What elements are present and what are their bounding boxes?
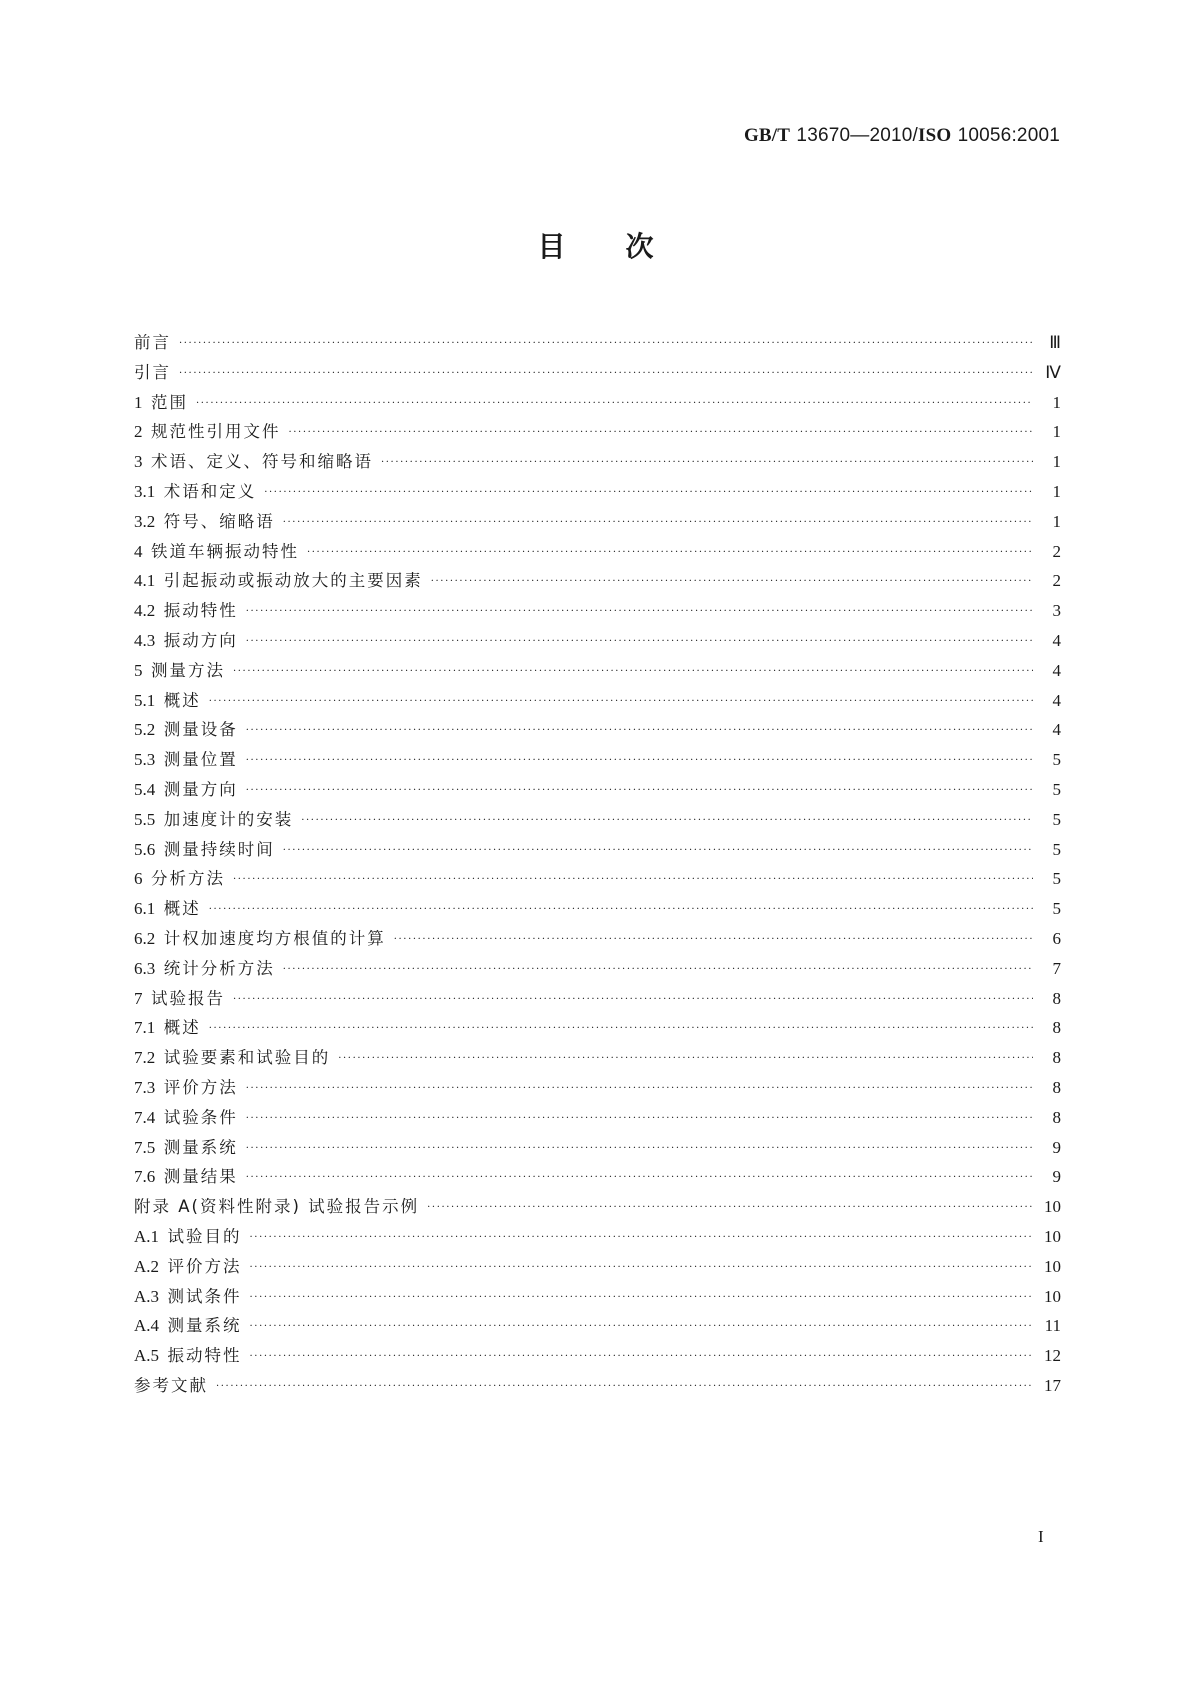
toc-entry[interactable] <box>134 1222 1061 1252</box>
toc-entry-page: 4 <box>1052 630 1061 650</box>
toc-entry-label: 概述 <box>163 1018 201 1038</box>
dot-leader <box>283 836 1033 866</box>
toc-entry-label: 测量设备 <box>163 720 238 740</box>
toc-entry-label: 符号、缩略语 <box>163 511 275 531</box>
dot-leader <box>246 1074 1033 1104</box>
toc-entry-number: 5.5 <box>134 809 164 829</box>
dot-leader <box>301 806 1033 836</box>
toc-entry-page: 8 <box>1052 1048 1061 1068</box>
toc-entry-label: 概述 <box>163 690 201 710</box>
toc-entry-number: 6.2 <box>134 928 164 948</box>
toc-entry[interactable] <box>134 388 1061 418</box>
toc-entry-number: 5.2 <box>134 720 164 740</box>
toc-entry-number: 1 <box>134 392 151 412</box>
toc-entry-label: 测量系统 <box>167 1316 242 1336</box>
toc-entry[interactable] <box>134 358 1061 388</box>
toc-entry[interactable] <box>134 1282 1061 1312</box>
toc-entry-number: A.3 <box>134 1286 168 1306</box>
toc-entry[interactable] <box>134 1043 1061 1073</box>
standard-prefix: GB/T <box>743 125 791 146</box>
dot-leader <box>250 1283 1033 1313</box>
toc-entry-label: 测量方法 <box>151 660 225 680</box>
dot-leader <box>216 1372 1033 1402</box>
toc-entry-label: 评价方法 <box>163 1077 238 1097</box>
toc-entry-label: 引言 <box>134 362 171 382</box>
toc-entry-page: 11 <box>1044 1316 1061 1336</box>
toc-entry-page: 8 <box>1052 1018 1061 1038</box>
page-title <box>0 225 1191 265</box>
toc-entry[interactable] <box>134 1311 1061 1341</box>
toc-entry[interactable] <box>134 1013 1061 1043</box>
toc-entry-label: 铁道车辆振动特性 <box>151 541 299 561</box>
toc-entry-page: 17 <box>1044 1375 1061 1395</box>
toc-entry[interactable] <box>134 835 1061 865</box>
toc-entry-label: 分析方法 <box>151 869 225 889</box>
toc-entry-number: 2 <box>134 422 151 442</box>
toc-entry-page: 8 <box>1052 988 1061 1008</box>
toc-entry-number: 3.2 <box>134 511 164 531</box>
page-number: I <box>1038 1527 1044 1546</box>
toc-entry-label: 测量系统 <box>163 1137 238 1157</box>
toc-entry-label: 前言 <box>134 333 171 352</box>
toc-entry-page: 5 <box>1052 869 1061 889</box>
toc-entry-number: 7.1 <box>134 1018 164 1038</box>
toc-entry-label: 引起振动或振动放大的主要因素 <box>163 571 423 591</box>
dot-leader <box>209 895 1033 925</box>
standard-designation-header <box>744 124 1060 147</box>
toc-entry-number: 5.3 <box>134 750 164 770</box>
dot-leader <box>233 657 1033 687</box>
toc-entry[interactable] <box>134 1341 1061 1371</box>
toc-entry-label: 测量位置 <box>163 750 238 770</box>
toc-entry-page: 1 <box>1052 422 1061 442</box>
toc-entry-page: 6 <box>1052 928 1061 948</box>
toc-entry-label: 振动方向 <box>163 630 238 650</box>
toc-entry-number: 3.1 <box>134 481 164 501</box>
toc-entry[interactable] <box>134 566 1061 596</box>
dot-leader <box>233 985 1033 1015</box>
toc-entry-number: 5.4 <box>134 779 164 799</box>
dot-leader <box>307 538 1033 568</box>
toc-entry-number: 6 <box>134 869 151 889</box>
toc-entry[interactable] <box>134 656 1061 686</box>
standard-number: 13670—2010/ <box>796 125 919 146</box>
toc-entry-label: 附录 A(资料性附录) 试验报告示例 <box>134 1197 420 1217</box>
toc-entry-number: 4 <box>134 541 151 561</box>
toc-entry-number: A.4 <box>134 1316 168 1336</box>
toc-entry-page: 1 <box>1052 511 1061 531</box>
toc-entry-page: 9 <box>1052 1167 1061 1187</box>
toc-entry-label: 概述 <box>163 899 201 919</box>
iso-prefix: ISO <box>918 125 952 146</box>
toc-entry-page: 5 <box>1052 839 1061 859</box>
dot-leader <box>338 1044 1033 1074</box>
toc-entry[interactable] <box>134 775 1061 805</box>
toc-entry[interactable] <box>134 924 1061 954</box>
toc-entry-number: 3 <box>134 452 151 472</box>
toc-entry-page: 5 <box>1052 809 1061 829</box>
toc-entry-page: 10 <box>1044 1286 1061 1306</box>
dot-leader <box>233 865 1033 895</box>
toc-entry-label: 测试条件 <box>167 1286 242 1306</box>
toc-entry[interactable] <box>134 954 1061 984</box>
dot-leader <box>209 1014 1033 1044</box>
toc-entry[interactable] <box>134 537 1061 567</box>
toc-entry-page: 1 <box>1052 452 1061 472</box>
toc-entry[interactable] <box>134 596 1061 626</box>
dot-leader <box>246 776 1033 806</box>
toc-entry[interactable] <box>134 328 1061 358</box>
toc-entry-number: 6.1 <box>134 899 164 919</box>
toc-entry[interactable] <box>134 894 1061 924</box>
toc-entry-label: 评价方法 <box>167 1256 242 1276</box>
toc-entry-number: 5.6 <box>134 839 164 859</box>
toc-entry-page: 5 <box>1052 750 1061 770</box>
toc-entry-page: 8 <box>1052 1107 1061 1127</box>
toc-entry-label: 统计分析方法 <box>163 958 275 978</box>
toc-entry-page: 10 <box>1044 1226 1061 1246</box>
toc-entry-label: 范围 <box>151 392 188 412</box>
dot-leader <box>179 329 1033 359</box>
toc-entry-number: 5 <box>134 660 151 680</box>
toc-entry-number: A.2 <box>134 1256 168 1276</box>
dot-leader <box>381 448 1033 478</box>
toc-entry-page: 12 <box>1044 1346 1061 1366</box>
toc-entry-page: 2 <box>1052 541 1061 561</box>
toc-entry-number: 7.3 <box>134 1077 164 1097</box>
toc-entry-label: 规范性引用文件 <box>151 422 281 442</box>
dot-leader <box>289 418 1034 448</box>
toc-entry-page: 3 <box>1052 601 1061 621</box>
dot-leader <box>283 955 1033 985</box>
toc-entry-number: 4.3 <box>134 630 164 650</box>
toc-entry-label: 试验目的 <box>167 1226 242 1246</box>
toc-entry[interactable] <box>134 477 1061 507</box>
toc-entry-label: 测量持续时间 <box>163 839 275 859</box>
toc-entry-label: 测量结果 <box>163 1167 238 1187</box>
dot-leader <box>246 1163 1033 1193</box>
toc-entry[interactable] <box>134 1133 1061 1163</box>
dot-leader <box>394 925 1033 955</box>
toc-entry-number: 7.6 <box>134 1167 164 1187</box>
toc-entry-label: 试验报告 <box>151 988 225 1008</box>
dot-leader <box>179 359 1033 389</box>
title-char-2: 次 <box>625 230 654 263</box>
toc-entry-page: 4 <box>1052 660 1061 680</box>
title-char-1: 目 <box>537 230 566 263</box>
toc-entry-page: 1 <box>1052 481 1061 501</box>
table-of-contents <box>134 328 1061 1401</box>
dot-leader <box>250 1253 1033 1283</box>
toc-entry-label: 术语、定义、符号和缩略语 <box>151 452 373 472</box>
toc-entry-number: A.5 <box>134 1346 168 1366</box>
dot-leader <box>264 478 1033 508</box>
toc-entry[interactable] <box>134 745 1061 775</box>
toc-entry[interactable] <box>134 1192 1061 1222</box>
toc-entry-label: 加速度计的安装 <box>163 809 294 829</box>
toc-entry-page: 5 <box>1052 899 1061 919</box>
toc-entry[interactable] <box>134 805 1061 835</box>
toc-entry-label: 术语和定义 <box>163 481 257 501</box>
dot-leader <box>246 1134 1033 1164</box>
toc-entry-number: 7.2 <box>134 1048 164 1068</box>
toc-entry[interactable] <box>134 686 1061 716</box>
dot-leader <box>246 627 1033 657</box>
toc-entry[interactable] <box>134 417 1061 447</box>
toc-entry[interactable] <box>134 715 1061 745</box>
dot-leader <box>209 687 1033 717</box>
toc-entry-label: 试验要素和试验目的 <box>163 1048 331 1068</box>
toc-entry-label: 参考文献 <box>134 1375 208 1395</box>
toc-entry[interactable] <box>134 1371 1061 1401</box>
toc-entry-page: 5 <box>1052 779 1061 799</box>
toc-entry[interactable] <box>134 984 1061 1014</box>
toc-entry-page: 4 <box>1052 690 1061 710</box>
toc-entry-number: 5.1 <box>134 690 164 710</box>
toc-entry[interactable] <box>134 507 1061 537</box>
toc-entry[interactable] <box>134 626 1061 656</box>
toc-entry-number: 7.5 <box>134 1137 164 1157</box>
toc-entry-number: 6.3 <box>134 958 164 978</box>
dot-leader <box>246 716 1033 746</box>
toc-entry-page: 10 <box>1044 1256 1061 1276</box>
toc-entry-page: 10 <box>1044 1197 1061 1217</box>
toc-entry-page: 2 <box>1052 571 1061 591</box>
toc-entry[interactable] <box>134 1103 1061 1133</box>
toc-entry-label: 计权加速度均方根值的计算 <box>163 928 386 948</box>
toc-entry-label: 测量方向 <box>163 779 238 799</box>
toc-entry-label: 试验条件 <box>163 1107 238 1127</box>
dot-leader <box>250 1223 1033 1253</box>
iso-number: 10056:2001 <box>957 125 1060 146</box>
dot-leader <box>246 1104 1033 1134</box>
dot-leader <box>431 567 1033 597</box>
toc-entry[interactable] <box>134 447 1061 477</box>
dot-leader <box>250 1342 1033 1372</box>
toc-entry[interactable] <box>134 1073 1061 1103</box>
dot-leader <box>246 597 1033 627</box>
toc-entry-page: Ⅳ <box>1045 362 1061 382</box>
toc-entry-number: 7.4 <box>134 1107 164 1127</box>
toc-entry-page: Ⅲ <box>1049 333 1061 352</box>
toc-entry-label: 振动特性 <box>163 601 238 621</box>
toc-entry-label: 振动特性 <box>167 1346 242 1366</box>
dot-leader <box>250 1312 1033 1342</box>
toc-entry[interactable] <box>134 864 1061 894</box>
toc-entry-number: 7 <box>134 988 151 1008</box>
toc-entry-page: 1 <box>1052 392 1061 412</box>
toc-entry-page: 9 <box>1052 1137 1061 1157</box>
dot-leader <box>196 389 1033 419</box>
toc-entry-page: 7 <box>1052 958 1061 978</box>
dot-leader <box>246 746 1033 776</box>
toc-entry-page: 4 <box>1052 720 1061 740</box>
dot-leader <box>283 508 1033 538</box>
toc-entry[interactable] <box>134 1252 1061 1282</box>
toc-entry-page: 8 <box>1052 1077 1061 1097</box>
toc-entry-number: 4.2 <box>134 601 164 621</box>
toc-entry[interactable] <box>134 1162 1061 1192</box>
dot-leader <box>427 1193 1033 1223</box>
toc-entry-number: 4.1 <box>134 571 164 591</box>
toc-entry-number: A.1 <box>134 1226 168 1246</box>
